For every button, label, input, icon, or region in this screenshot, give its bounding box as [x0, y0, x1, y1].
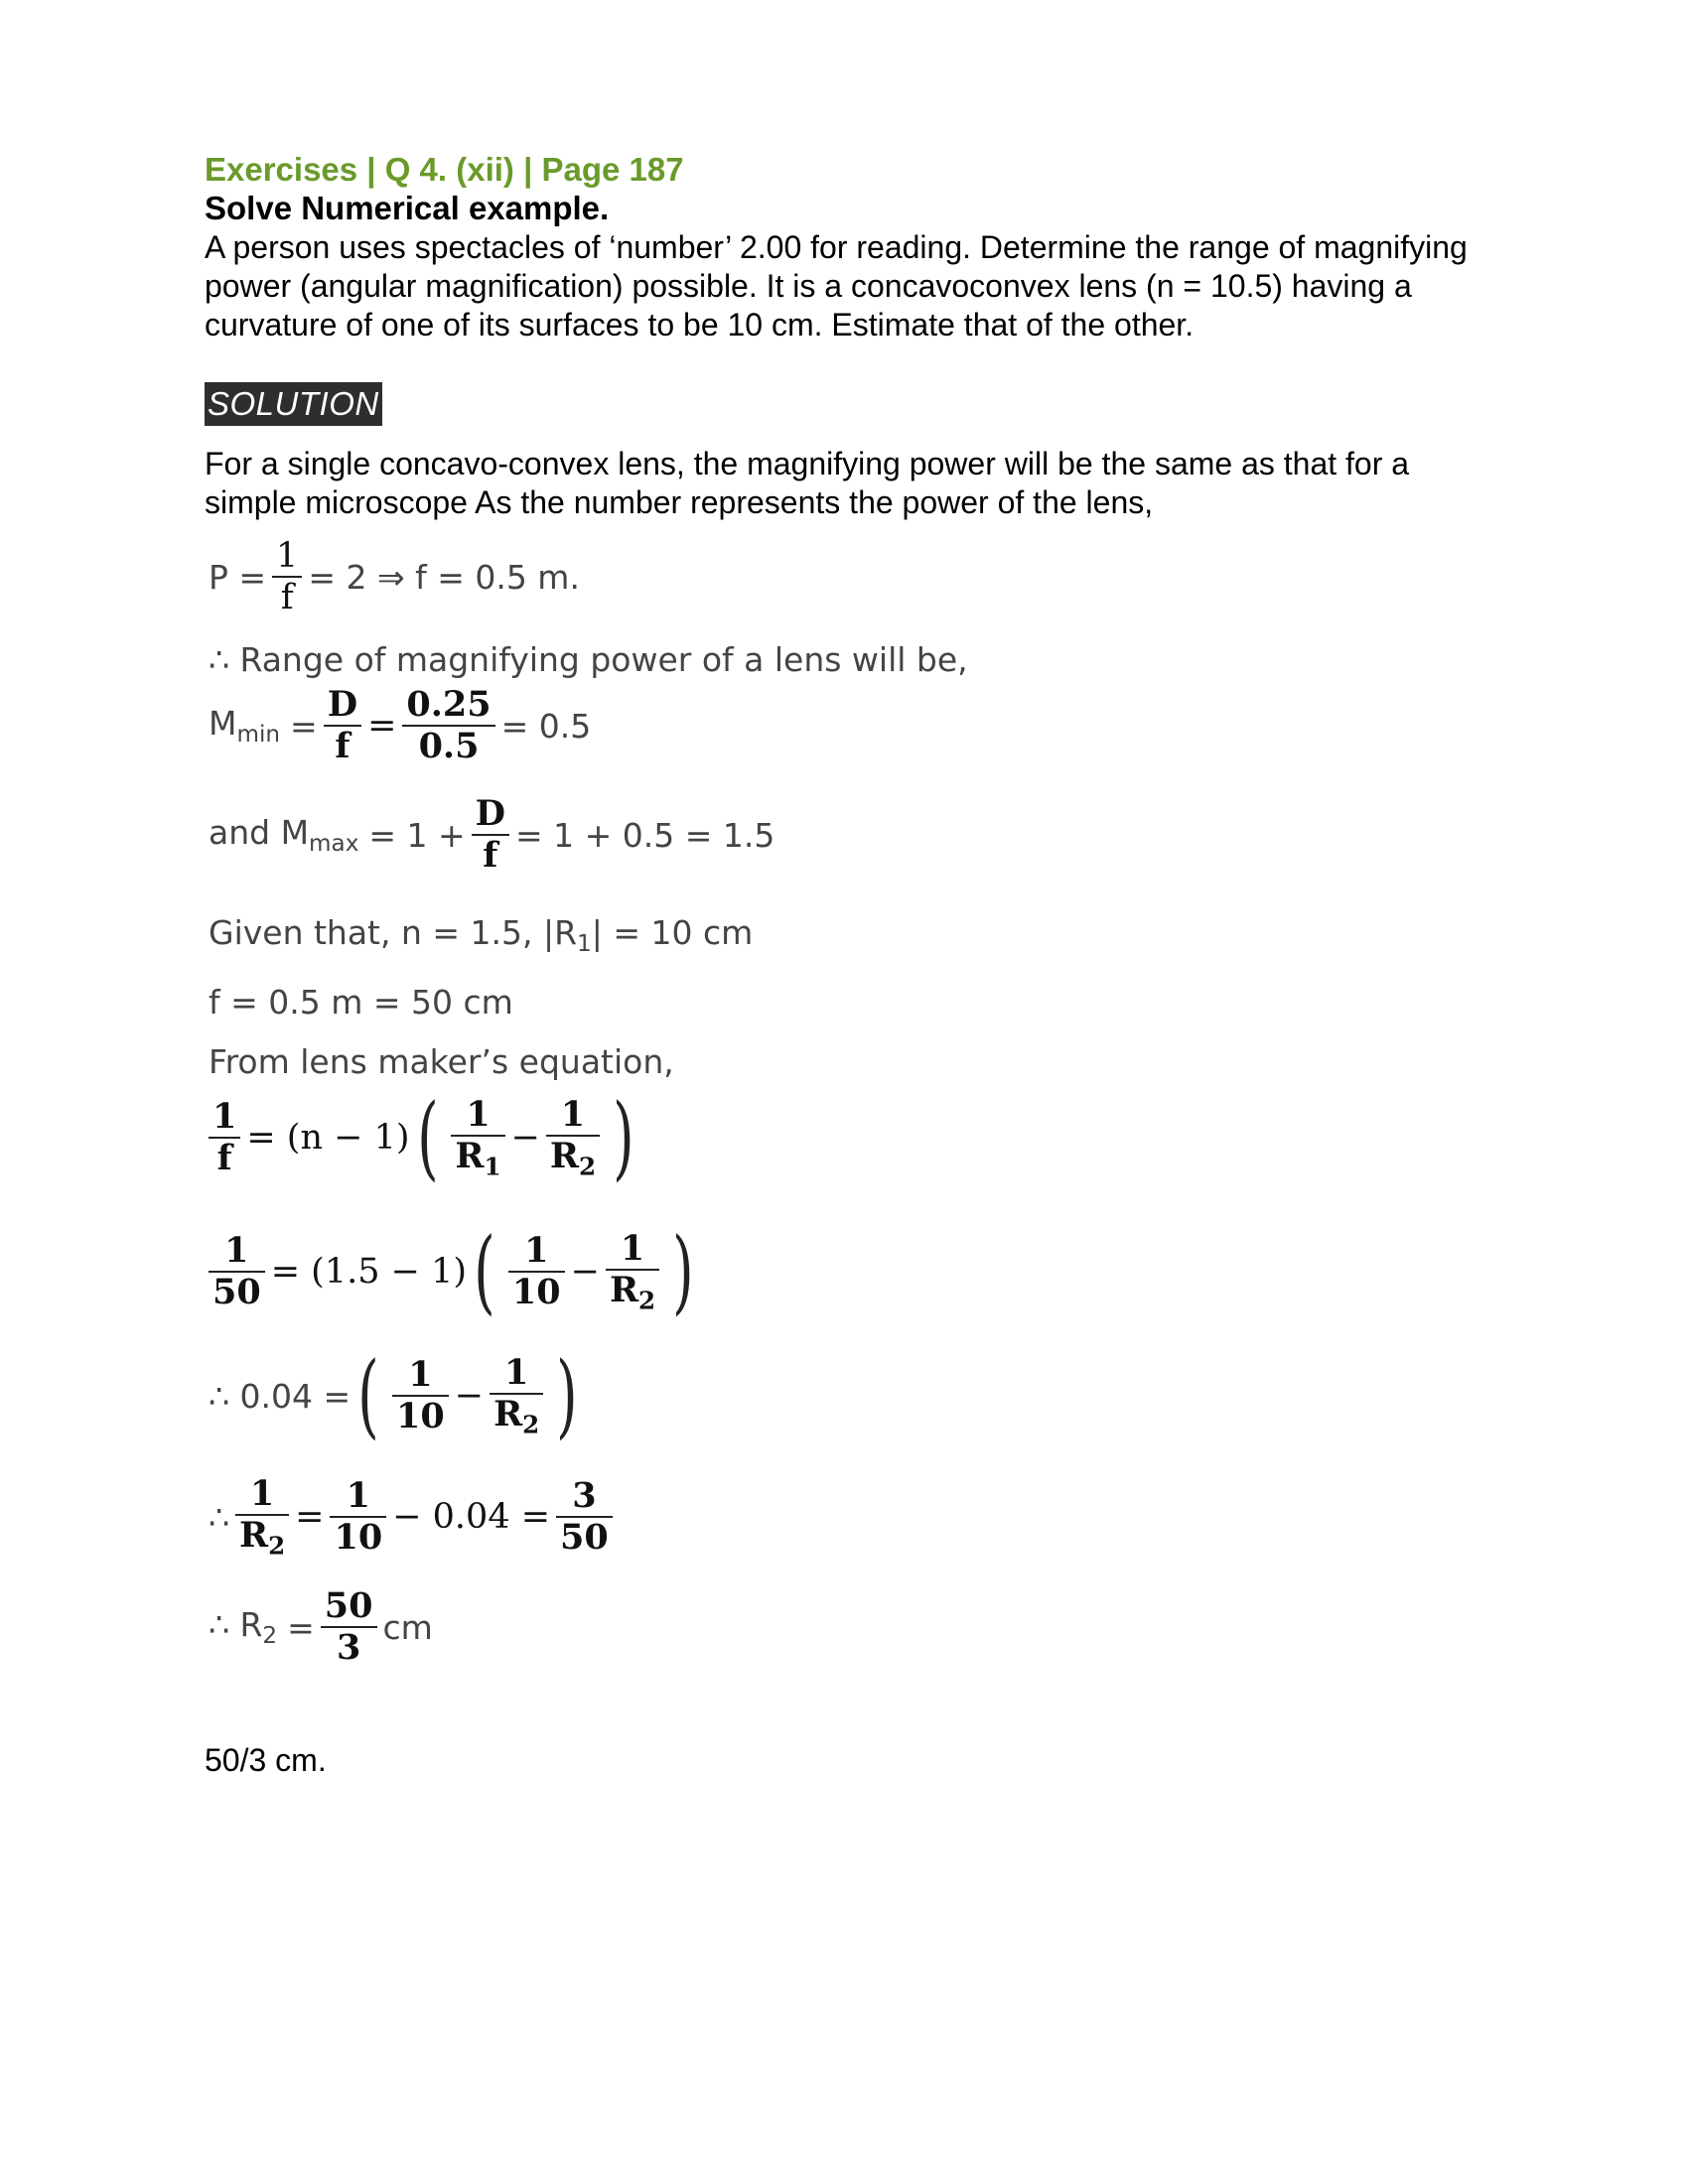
fraction: [472, 794, 509, 877]
equation-substituted: [209, 1218, 701, 1324]
denominator: f: [280, 578, 294, 618]
equation-inverse-r2: [209, 1474, 619, 1561]
eq-004-lhs: ∴ 0.04 =: [209, 1376, 352, 1416]
denominator: 0.5: [418, 726, 480, 767]
numerator: 1: [503, 1351, 529, 1393]
denominator: f: [335, 726, 351, 767]
left-paren: (: [357, 1342, 379, 1448]
denominator: 50: [560, 1517, 609, 1559]
denominator: 10: [511, 1272, 561, 1312]
equals: =: [295, 1497, 325, 1538]
denominator: 10: [334, 1517, 383, 1559]
exercise-subtitle: Solve Numerical example.: [205, 190, 610, 226]
right-paren: ): [613, 1084, 634, 1190]
unit: cm: [382, 1607, 433, 1647]
denominator: 50: [212, 1272, 261, 1312]
equals: =: [287, 1607, 315, 1647]
r2-symbol: ∴ $R_2$: [209, 1605, 278, 1650]
invr2-mid: − 0.04 =: [392, 1497, 551, 1538]
mmin-symbol: $M_{min}$: [209, 704, 281, 749]
numerator: 1: [408, 1353, 433, 1395]
lens-mid: = (n − 1): [246, 1118, 410, 1158]
eq-power-rhs: = 2 ⇒ f = 0.5 m.: [308, 557, 580, 597]
denominator: 10: [396, 1396, 445, 1436]
fraction: [451, 1095, 504, 1181]
numerator: 1: [524, 1229, 549, 1271]
fraction: [402, 685, 494, 767]
numerator: 1: [224, 1229, 249, 1271]
numerator: D: [327, 684, 358, 725]
mmax-symbol: and $M_{max}$: [209, 813, 359, 858]
left-paren: (: [416, 1084, 439, 1190]
fraction: [606, 1229, 659, 1315]
equation-lens-maker: [209, 1084, 641, 1190]
numerator: 1: [560, 1093, 586, 1135]
numerator: 50: [324, 1585, 373, 1626]
exercise-header: Exercises | Q 4. (xii) | Page 187: [205, 151, 684, 188]
fraction: [508, 1231, 565, 1313]
numerator: 3: [572, 1475, 597, 1517]
mmin-result: = 0.5: [500, 706, 592, 746]
question-text: A person uses spectacles of ‘number’ 2.00 for reading. Determine the range of magnifying power (angular magnification) possible. It is a concavoconvex lens (n = 10.5) having a curvature of one of its surfaces to be 10 cm. Estimate that of the other.: [205, 229, 1468, 342]
lens-maker-line: From lens maker’s equation,: [209, 1042, 674, 1081]
left-paren: (: [474, 1218, 495, 1324]
fraction: [209, 1097, 240, 1179]
range-line: ∴ Range of magnifying power of a lens will be,: [209, 640, 968, 679]
denominator: $R_2$: [493, 1393, 540, 1439]
fraction: [490, 1353, 543, 1439]
fraction: [272, 536, 302, 618]
denominator: 3: [336, 1627, 361, 1669]
focal-length-line: f = 0.5 m = 50 cm: [209, 983, 513, 1022]
fraction: [324, 685, 361, 767]
equation-power: [209, 536, 580, 618]
numerator: 1: [466, 1093, 491, 1135]
fraction: [235, 1474, 289, 1561]
given-line: Given that, n = 1.5, $|R_1| = 10$ cm: [209, 913, 754, 957]
solution-badge: SOLUTION: [205, 382, 382, 426]
therefore: ∴: [209, 1497, 229, 1537]
numerator: 1: [276, 536, 299, 576]
denominator: $R_1$: [455, 1135, 501, 1181]
denominator: $R_2$: [239, 1515, 286, 1561]
equation-r2: [209, 1586, 433, 1669]
fraction: [546, 1095, 600, 1181]
mmax-result: = 1 + 0.5 = 1.5: [515, 815, 775, 855]
sub-mid: = (1.5 − 1): [270, 1252, 467, 1292]
numerator: 1: [620, 1227, 645, 1269]
numerator: 1: [249, 1473, 275, 1514]
right-paren: ): [556, 1342, 578, 1448]
equation-004: [209, 1342, 585, 1448]
eq-power-lhs: P =: [209, 557, 267, 597]
denominator: $R_2$: [609, 1269, 656, 1315]
minus: −: [510, 1118, 540, 1158]
minus: −: [454, 1376, 485, 1416]
mmax-mid: = 1 +: [368, 815, 466, 855]
numerator: 0.25: [406, 684, 492, 725]
denominator: $R_2$: [549, 1135, 597, 1181]
denominator: f: [216, 1138, 232, 1178]
equation-mmax: [209, 794, 774, 877]
fraction: [209, 1231, 265, 1313]
minus: −: [570, 1252, 600, 1292]
numerator: D: [475, 793, 506, 834]
solution-intro: For a single concavo-convex lens, the magnifying power will be the same as that for a simple microscope As the number represents the power of the lens,: [205, 446, 1410, 520]
equals: =: [367, 706, 397, 747]
fraction: [330, 1476, 386, 1559]
equation-mmin: [209, 685, 591, 767]
fraction: [556, 1476, 613, 1559]
denominator: f: [483, 835, 498, 877]
equals: =: [290, 706, 318, 746]
right-paren: ): [672, 1218, 694, 1324]
fraction: [392, 1355, 449, 1437]
numerator: 1: [212, 1095, 237, 1137]
numerator: 1: [346, 1475, 371, 1517]
final-answer: 50/3 cm.: [205, 1742, 327, 1778]
fraction: [321, 1586, 377, 1669]
